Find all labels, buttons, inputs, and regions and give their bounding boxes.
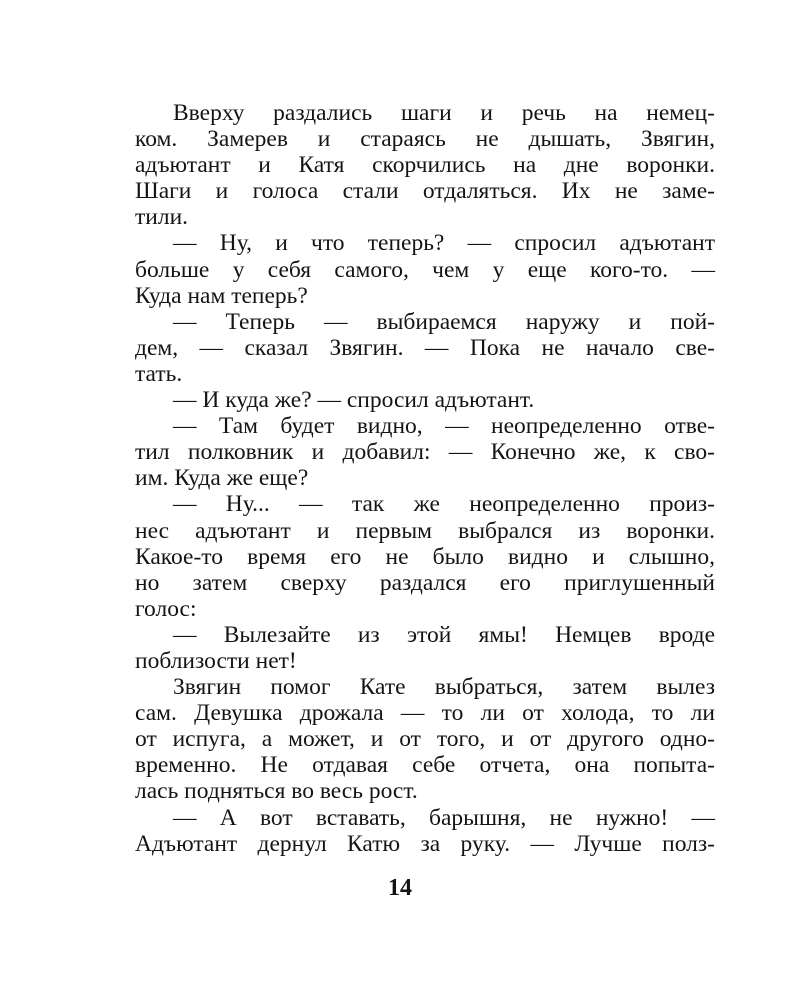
text-line: голос: bbox=[135, 595, 197, 622]
text-line: дем, — сказал Звягин. — Пока не начало све- bbox=[135, 334, 715, 361]
text-line: Звягин помог Кате выбраться, затем вылез bbox=[173, 674, 715, 701]
text-line: лась подняться во весь рост. bbox=[135, 778, 418, 805]
text-line: адъютант и Катя скорчились на дне воронки. bbox=[135, 152, 715, 179]
text-line: тил полковник и добавил: — Конечно же, к сво- bbox=[135, 439, 715, 466]
text-line: сам. Девушка дрожала — то ли от холода, то ли bbox=[135, 700, 715, 727]
text-line: — Вылезайте из этой ямы! Немцев вроде bbox=[173, 621, 715, 648]
text-line: им. Куда же еще? bbox=[135, 465, 309, 492]
text-line: — Теперь — выбираемся наружу и пой- bbox=[173, 308, 715, 335]
text-line: временно. Не отдавая себе отчета, она попыта- bbox=[135, 752, 715, 779]
text-line: тили. bbox=[135, 204, 189, 231]
text-line: поблизости нет! bbox=[135, 647, 297, 674]
text-line: — И куда же? — спросил адъютант. bbox=[173, 387, 535, 414]
text-line: тать. bbox=[135, 360, 183, 387]
page-number: 14 bbox=[388, 875, 412, 901]
text-line: Вверху раздались шаги и речь на немец- bbox=[173, 100, 715, 126]
text-line: но затем сверху раздался его приглушенный bbox=[135, 569, 715, 596]
text-line: ком. Замерев и стараясь не дышать, Звягин, bbox=[135, 126, 715, 153]
text-line: Шаги и голоса стали отдаляться. Их не заме- bbox=[135, 178, 715, 205]
text-line: больше у себя самого, чем у еще кого-то. — bbox=[135, 256, 715, 283]
text-line: нес адъютант и первым выбрался из воронки. bbox=[135, 517, 715, 544]
text-line: — Там будет видно, — неопределенно отве- bbox=[173, 413, 715, 440]
text-line: — Ну, и что теперь? — спросил адъютант bbox=[173, 230, 715, 257]
text-line: от испуга, а может, и от того, и от другого одно- bbox=[135, 726, 715, 753]
text-line: — А вот вставать, барышня, не нужно! — bbox=[173, 804, 715, 831]
page-text bbox=[135, 100, 715, 857]
text-line: Куда нам теперь? bbox=[135, 282, 308, 309]
text-line: — Ну... — так же неопределенно произ- bbox=[173, 491, 715, 518]
text-line: Адъютант дернул Катю за руку. — Лучше полз- bbox=[135, 830, 715, 857]
text-line: Какое-то время его не было видно и слышно, bbox=[135, 543, 715, 570]
